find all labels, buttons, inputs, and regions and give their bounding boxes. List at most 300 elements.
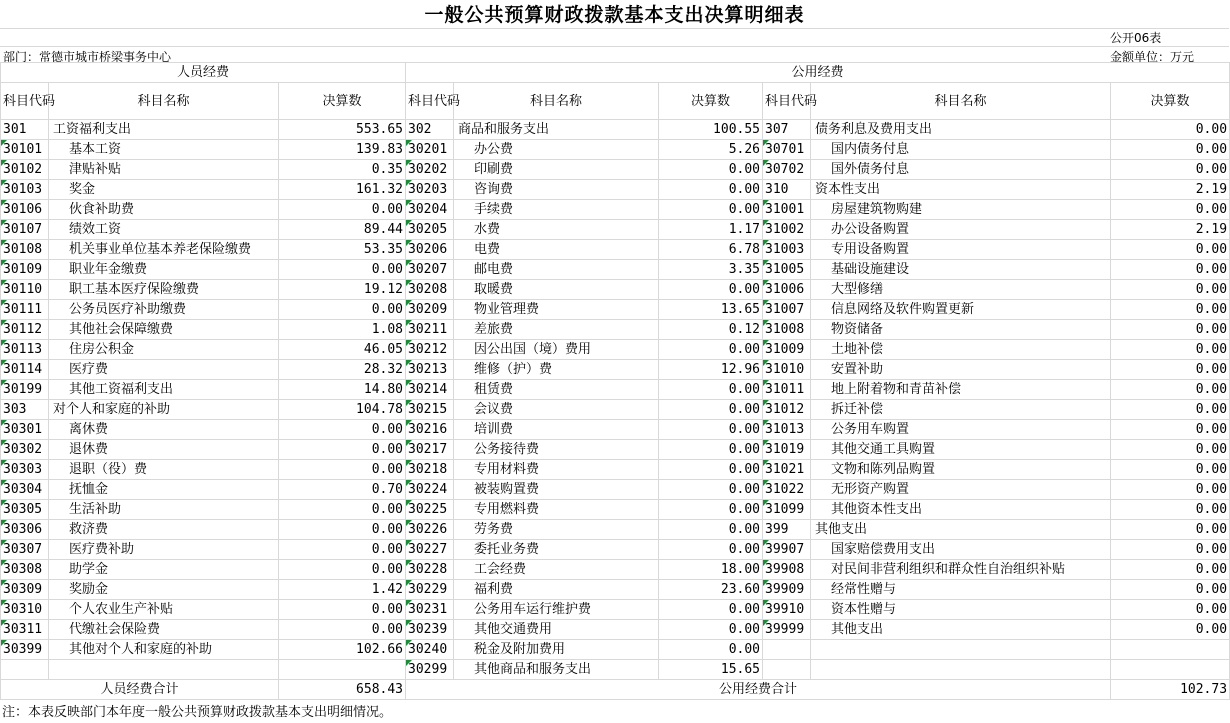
account-code: 31021 <box>763 460 811 480</box>
account-name: 地上附着物和青苗补偿 <box>811 380 1111 400</box>
amount: 0.00 <box>659 180 763 200</box>
table-row <box>1 440 1230 460</box>
account-code: 30399 <box>1 640 49 660</box>
account-name: 其他对个人和家庭的补助 <box>49 640 279 660</box>
account-code: 30206 <box>406 240 454 260</box>
account-code: 31005 <box>763 260 811 280</box>
account-code: 30111 <box>1 300 49 320</box>
account-code: 30309 <box>1 580 49 600</box>
account-name: 医疗费 <box>49 360 279 380</box>
account-code: 30208 <box>406 280 454 300</box>
account-name: 因公出国（境）费用 <box>454 340 659 360</box>
amount: 0.00 <box>279 560 406 580</box>
account-name: 印刷费 <box>454 160 659 180</box>
account-code: 30103 <box>1 180 49 200</box>
header-code: 科目代码 <box>406 83 454 120</box>
account-code: 30216 <box>406 420 454 440</box>
header-amount: 决算数 <box>279 83 406 120</box>
amount: 0.00 <box>1111 200 1230 220</box>
account-name: 工会经费 <box>454 560 659 580</box>
amount: 0.00 <box>279 600 406 620</box>
header-name: 科目名称 <box>49 83 279 120</box>
amount: 0.00 <box>1111 400 1230 420</box>
amount: 0.12 <box>659 320 763 340</box>
account-code: 31002 <box>763 220 811 240</box>
amount <box>279 660 406 680</box>
table-row <box>1 660 1230 680</box>
account-code: 31007 <box>763 300 811 320</box>
amount: 0.00 <box>279 620 406 640</box>
personnel-total-label: 人员经费合计 <box>1 680 279 700</box>
account-name: 商品和服务支出 <box>454 120 659 140</box>
amount: 12.96 <box>659 360 763 380</box>
table-row <box>1 340 1230 360</box>
account-name: 公务用车运行维护费 <box>454 600 659 620</box>
account-name: 工资福利支出 <box>49 120 279 140</box>
amount <box>1111 640 1230 660</box>
amount: 0.00 <box>1111 440 1230 460</box>
account-code: 30239 <box>406 620 454 640</box>
table-row <box>1 520 1230 540</box>
amount: 0.00 <box>659 520 763 540</box>
account-name: 基础设施建设 <box>811 260 1111 280</box>
table-row <box>1 280 1230 300</box>
account-name: 土地补偿 <box>811 340 1111 360</box>
account-name: 拆迁补偿 <box>811 400 1111 420</box>
account-name: 对民间非营利组织和群众性自治组织补贴 <box>811 560 1111 580</box>
account-code: 30101 <box>1 140 49 160</box>
account-code: 30113 <box>1 340 49 360</box>
account-code: 30110 <box>1 280 49 300</box>
header-name: 科目名称 <box>811 83 1111 120</box>
account-code: 30109 <box>1 260 49 280</box>
account-name: 津贴补贴 <box>49 160 279 180</box>
amount: 46.05 <box>279 340 406 360</box>
table-row <box>1 260 1230 280</box>
unit-label: 金额单位：万元 <box>1110 50 1195 64</box>
amount: 0.00 <box>1111 500 1230 520</box>
amount: 1.17 <box>659 220 763 240</box>
account-code: 31008 <box>763 320 811 340</box>
amount: 1.08 <box>279 320 406 340</box>
account-code: 30226 <box>406 520 454 540</box>
account-code: 30702 <box>763 160 811 180</box>
amount: 0.00 <box>1111 340 1230 360</box>
account-name: 专用材料费 <box>454 460 659 480</box>
account-name: 经常性赠与 <box>811 580 1111 600</box>
account-code: 30214 <box>406 380 454 400</box>
account-code: 30203 <box>406 180 454 200</box>
account-name: 无形资产购置 <box>811 480 1111 500</box>
amount: 0.00 <box>659 440 763 460</box>
account-code: 31011 <box>763 380 811 400</box>
account-name: 其他商品和服务支出 <box>454 660 659 680</box>
account-name: 医疗费补助 <box>49 540 279 560</box>
account-name: 文物和陈列品购置 <box>811 460 1111 480</box>
account-name: 奖励金 <box>49 580 279 600</box>
account-code: 31099 <box>763 500 811 520</box>
account-name: 个人农业生产补贴 <box>49 600 279 620</box>
amount: 0.00 <box>659 540 763 560</box>
amount: 0.00 <box>1111 480 1230 500</box>
account-code: 30106 <box>1 200 49 220</box>
account-code: 399 <box>763 520 811 540</box>
table-row <box>1 300 1230 320</box>
account-name: 安置补助 <box>811 360 1111 380</box>
account-code: 30306 <box>1 520 49 540</box>
account-code: 30301 <box>1 420 49 440</box>
account-name: 专用燃料费 <box>454 500 659 520</box>
table-row <box>1 500 1230 520</box>
account-code: 30310 <box>1 600 49 620</box>
table-row <box>1 420 1230 440</box>
account-name: 办公费 <box>454 140 659 160</box>
account-name: 信息网络及软件购置更新 <box>811 300 1111 320</box>
amount: 0.70 <box>279 480 406 500</box>
account-code <box>763 660 811 680</box>
table-row <box>1 620 1230 640</box>
amount: 6.78 <box>659 240 763 260</box>
account-code: 30218 <box>406 460 454 480</box>
account-name: 邮电费 <box>454 260 659 280</box>
account-name: 机关事业单位基本养老保险缴费 <box>49 240 279 260</box>
account-name <box>811 640 1111 660</box>
amount: 0.00 <box>659 280 763 300</box>
account-name: 其他支出 <box>811 620 1111 640</box>
table-row <box>1 120 1230 140</box>
account-name: 大型修缮 <box>811 280 1111 300</box>
amount: 5.26 <box>659 140 763 160</box>
amount: 0.00 <box>1111 320 1230 340</box>
account-code: 30107 <box>1 220 49 240</box>
account-code: 30112 <box>1 320 49 340</box>
account-name <box>811 660 1111 680</box>
account-name: 办公设备购置 <box>811 220 1111 240</box>
table-row <box>1 240 1230 260</box>
table-row <box>1 220 1230 240</box>
table-row <box>1 400 1230 420</box>
account-code: 30229 <box>406 580 454 600</box>
account-name: 水费 <box>454 220 659 240</box>
table-row <box>1 580 1230 600</box>
account-name: 公务接待费 <box>454 440 659 460</box>
table-row <box>1 160 1230 180</box>
amount: 0.00 <box>279 460 406 480</box>
header-amount: 决算数 <box>659 83 763 120</box>
account-code: 30304 <box>1 480 49 500</box>
amount: 0.00 <box>1111 460 1230 480</box>
amount: 0.00 <box>1111 560 1230 580</box>
account-code: 310 <box>763 180 811 200</box>
account-name: 基本工资 <box>49 140 279 160</box>
account-code: 39907 <box>763 540 811 560</box>
amount: 0.00 <box>659 500 763 520</box>
account-code: 31003 <box>763 240 811 260</box>
amount: 15.65 <box>659 660 763 680</box>
account-code: 30207 <box>406 260 454 280</box>
account-name: 税金及附加费用 <box>454 640 659 660</box>
account-code: 30215 <box>406 400 454 420</box>
table-row <box>1 560 1230 580</box>
account-name: 其他支出 <box>811 520 1111 540</box>
amount: 2.19 <box>1111 180 1230 200</box>
account-name: 奖金 <box>49 180 279 200</box>
account-code: 39909 <box>763 580 811 600</box>
account-name: 绩效工资 <box>49 220 279 240</box>
account-name: 取暖费 <box>454 280 659 300</box>
account-code: 30209 <box>406 300 454 320</box>
account-name: 退职（役）费 <box>49 460 279 480</box>
amount: 0.00 <box>659 200 763 220</box>
account-name: 劳务费 <box>454 520 659 540</box>
account-code: 30204 <box>406 200 454 220</box>
account-code: 30303 <box>1 460 49 480</box>
amount: 53.35 <box>279 240 406 260</box>
account-name: 其他交通工具购置 <box>811 440 1111 460</box>
account-name <box>49 660 279 680</box>
account-name: 救济费 <box>49 520 279 540</box>
form-number: 公开06表 <box>1110 31 1162 45</box>
amount: 0.00 <box>1111 280 1230 300</box>
section-personnel: 人员经费 <box>1 63 406 83</box>
amount: 0.00 <box>1111 540 1230 560</box>
account-code: 30308 <box>1 560 49 580</box>
expense-table <box>0 62 1230 700</box>
amount: 23.60 <box>659 580 763 600</box>
account-code: 30311 <box>1 620 49 640</box>
account-code: 39910 <box>763 600 811 620</box>
table-row <box>1 540 1230 560</box>
header-code: 科目代码 <box>763 83 811 120</box>
amount: 0.00 <box>1111 520 1230 540</box>
account-code: 30114 <box>1 360 49 380</box>
amount: 0.00 <box>1111 600 1230 620</box>
account-code: 30211 <box>406 320 454 340</box>
amount: 0.00 <box>659 380 763 400</box>
public-total-value: 102.73 <box>1111 680 1230 700</box>
amount: 100.55 <box>659 120 763 140</box>
amount: 18.00 <box>659 560 763 580</box>
account-name: 专用设备购置 <box>811 240 1111 260</box>
amount: 0.00 <box>279 440 406 460</box>
amount: 14.80 <box>279 380 406 400</box>
account-code: 302 <box>406 120 454 140</box>
account-code: 30201 <box>406 140 454 160</box>
account-name: 物业管理费 <box>454 300 659 320</box>
account-code: 30213 <box>406 360 454 380</box>
account-name: 助学金 <box>49 560 279 580</box>
public-total-label: 公用经费合计 <box>406 680 1111 700</box>
account-code: 31006 <box>763 280 811 300</box>
section-public: 公用经费 <box>406 63 1230 83</box>
account-code: 30108 <box>1 240 49 260</box>
account-code: 39908 <box>763 560 811 580</box>
table-row <box>1 480 1230 500</box>
account-name: 资本性赠与 <box>811 600 1111 620</box>
amount: 0.00 <box>1111 360 1230 380</box>
amount: 0.00 <box>659 480 763 500</box>
account-name: 生活补助 <box>49 500 279 520</box>
amount: 0.00 <box>1111 620 1230 640</box>
account-code: 30212 <box>406 340 454 360</box>
amount: 0.00 <box>659 640 763 660</box>
account-name: 维修（护）费 <box>454 360 659 380</box>
table-row <box>1 640 1230 660</box>
account-code: 30240 <box>406 640 454 660</box>
table-row <box>1 320 1230 340</box>
account-name: 其他工资福利支出 <box>49 380 279 400</box>
account-code: 30228 <box>406 560 454 580</box>
amount: 0.00 <box>1111 300 1230 320</box>
account-code: 30225 <box>406 500 454 520</box>
amount: 13.65 <box>659 300 763 320</box>
account-name: 其他资本性支出 <box>811 500 1111 520</box>
account-name: 公务用车购置 <box>811 420 1111 440</box>
account-name: 对个人和家庭的补助 <box>49 400 279 420</box>
header-code: 科目代码 <box>1 83 49 120</box>
amount: 139.83 <box>279 140 406 160</box>
amount: 1.42 <box>279 580 406 600</box>
amount: 0.00 <box>1111 260 1230 280</box>
account-name: 咨询费 <box>454 180 659 200</box>
amount: 0.00 <box>279 520 406 540</box>
account-name: 差旅费 <box>454 320 659 340</box>
account-code: 307 <box>763 120 811 140</box>
personnel-total-value: 658.43 <box>279 680 406 700</box>
amount: 0.00 <box>1111 140 1230 160</box>
account-name: 国外债务付息 <box>811 160 1111 180</box>
amount: 0.00 <box>279 260 406 280</box>
account-code: 31001 <box>763 200 811 220</box>
account-name: 伙食补助费 <box>49 200 279 220</box>
table-row <box>1 140 1230 160</box>
account-code: 30205 <box>406 220 454 240</box>
account-code <box>763 640 811 660</box>
amount: 0.00 <box>659 600 763 620</box>
amount: 0.35 <box>279 160 406 180</box>
account-name: 公务员医疗补助缴费 <box>49 300 279 320</box>
table-row <box>1 460 1230 480</box>
account-name: 抚恤金 <box>49 480 279 500</box>
account-code: 30224 <box>406 480 454 500</box>
amount: 104.78 <box>279 400 406 420</box>
amount: 0.00 <box>1111 160 1230 180</box>
table-row <box>1 200 1230 220</box>
account-code: 30217 <box>406 440 454 460</box>
account-code: 30199 <box>1 380 49 400</box>
table-row <box>1 180 1230 200</box>
account-name: 手续费 <box>454 200 659 220</box>
amount: 0.00 <box>659 400 763 420</box>
amount: 0.00 <box>279 300 406 320</box>
divider <box>0 28 1229 29</box>
amount: 0.00 <box>279 540 406 560</box>
amount: 0.00 <box>279 420 406 440</box>
account-code: 30227 <box>406 540 454 560</box>
amount: 0.00 <box>659 620 763 640</box>
account-name: 住房公积金 <box>49 340 279 360</box>
account-name: 资本性支出 <box>811 180 1111 200</box>
account-name: 培训费 <box>454 420 659 440</box>
account-name: 国家赔偿费用支出 <box>811 540 1111 560</box>
header-amount: 决算数 <box>1111 83 1230 120</box>
account-name: 国内债务付息 <box>811 140 1111 160</box>
amount: 28.32 <box>279 360 406 380</box>
account-code: 31013 <box>763 420 811 440</box>
account-name: 离休费 <box>49 420 279 440</box>
account-name: 电费 <box>454 240 659 260</box>
amount: 161.32 <box>279 180 406 200</box>
report-title: 一般公共预算财政拨款基本支出决算明细表 <box>424 4 805 26</box>
table-row <box>1 380 1230 400</box>
table-row <box>1 600 1230 620</box>
account-code: 31010 <box>763 360 811 380</box>
amount: 0.00 <box>279 200 406 220</box>
amount: 553.65 <box>279 120 406 140</box>
account-code: 30202 <box>406 160 454 180</box>
amount: 102.66 <box>279 640 406 660</box>
amount: 0.00 <box>1111 240 1230 260</box>
account-code: 31022 <box>763 480 811 500</box>
account-name: 职业年金缴费 <box>49 260 279 280</box>
amount: 0.00 <box>659 420 763 440</box>
amount: 0.00 <box>1111 580 1230 600</box>
account-name: 其他交通费用 <box>454 620 659 640</box>
amount: 0.00 <box>1111 120 1230 140</box>
account-code: 30302 <box>1 440 49 460</box>
amount: 0.00 <box>659 340 763 360</box>
amount: 3.35 <box>659 260 763 280</box>
amount: 19.12 <box>279 280 406 300</box>
amount <box>1111 660 1230 680</box>
divider <box>0 46 1229 47</box>
table-row <box>1 360 1230 380</box>
account-code: 301 <box>1 120 49 140</box>
account-name: 租赁费 <box>454 380 659 400</box>
account-code: 39999 <box>763 620 811 640</box>
account-code <box>1 660 49 680</box>
account-code: 31009 <box>763 340 811 360</box>
amount: 89.44 <box>279 220 406 240</box>
amount: 0.00 <box>1111 420 1230 440</box>
amount: 2.19 <box>1111 220 1230 240</box>
account-code: 31019 <box>763 440 811 460</box>
amount: 0.00 <box>1111 380 1230 400</box>
department-label: 部门：常德市城市桥梁事务中心 <box>3 50 172 64</box>
account-name: 债务利息及费用支出 <box>811 120 1111 140</box>
account-name: 其他社会保障缴费 <box>49 320 279 340</box>
account-code: 30231 <box>406 600 454 620</box>
amount: 0.00 <box>279 500 406 520</box>
account-name: 物资储备 <box>811 320 1111 340</box>
account-name: 退休费 <box>49 440 279 460</box>
account-name: 代缴社会保险费 <box>49 620 279 640</box>
amount: 0.00 <box>659 460 763 480</box>
account-name: 被装购置费 <box>454 480 659 500</box>
amount: 0.00 <box>659 160 763 180</box>
footnote: 注：本表反映部门本年度一般公共预算财政拨款基本支出明细情况。 <box>2 705 393 720</box>
account-code: 303 <box>1 400 49 420</box>
account-code: 31012 <box>763 400 811 420</box>
account-name: 福利费 <box>454 580 659 600</box>
account-code: 30305 <box>1 500 49 520</box>
account-name: 会议费 <box>454 400 659 420</box>
account-code: 30299 <box>406 660 454 680</box>
account-code: 30307 <box>1 540 49 560</box>
account-code: 30102 <box>1 160 49 180</box>
account-name: 房屋建筑物购建 <box>811 200 1111 220</box>
account-name: 委托业务费 <box>454 540 659 560</box>
